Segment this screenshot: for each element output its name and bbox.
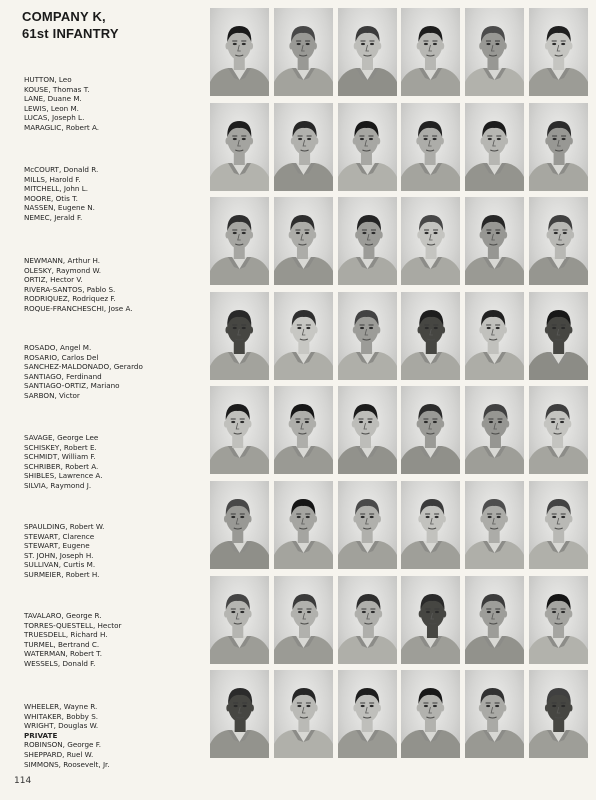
soldier-name: ROSADO, Angel M. (24, 343, 92, 352)
soldier-name: KOUSE, Thomas T. (24, 84, 90, 94)
soldier-name: McCOURT, Donald R. (24, 165, 99, 174)
soldier-portrait (401, 670, 460, 758)
soldier-portrait (274, 386, 333, 474)
soldier-name: SCHISKEY, Robert E. (24, 442, 97, 452)
soldier-name: TORRES-QUESTELL, Hector (24, 620, 122, 630)
name-group (24, 433, 103, 491)
page-title-line-2: 61st INFANTRY (22, 26, 119, 41)
soldier-name: SULLIVAN, Curtis M. (24, 560, 96, 570)
soldier-name: LEWIS, Leon M. (24, 103, 79, 113)
soldier-name: SIMMONS, Roosevelt, Jr. (24, 759, 110, 769)
soldier-name: ST. JOHN, Joseph H. (24, 550, 94, 560)
soldier-portrait (274, 670, 333, 758)
soldier-portrait (274, 481, 333, 569)
soldier-name: WHITAKER, Bobby S. (24, 711, 99, 721)
name-group (24, 165, 98, 223)
soldier-portrait (529, 103, 588, 191)
soldier-name: STEWART, Clarence (24, 531, 95, 541)
soldier-portrait (274, 292, 333, 380)
soldier-portrait (401, 8, 460, 96)
soldier-name: SCHRIBER, Robert A. (24, 461, 99, 471)
soldier-name: ORTIZ, Hector V. (24, 275, 83, 285)
soldier-name: SANCHEZ-MALDONADO, Gerardo (24, 362, 143, 372)
photo-row (210, 292, 588, 380)
soldier-portrait (210, 292, 269, 380)
soldier-portrait (465, 292, 524, 380)
soldier-name: NASSEN, Eugene N. (24, 203, 95, 213)
soldier-portrait (338, 481, 397, 569)
soldier-portrait (401, 292, 460, 380)
soldier-portrait (401, 197, 460, 285)
photo-row (210, 8, 588, 96)
soldier-name: MITCHELL, John L. (24, 184, 89, 194)
soldier-portrait (210, 576, 269, 664)
name-group (24, 522, 104, 580)
soldier-portrait (529, 481, 588, 569)
name-group (24, 256, 133, 314)
photo-row (210, 197, 588, 285)
soldier-portrait (465, 481, 524, 569)
soldier-portrait (465, 197, 524, 285)
soldier-name: SURMEIER, Robert H. (24, 569, 100, 579)
soldier-name: ROSARIO, Carlos Del (24, 352, 99, 362)
soldier-name: WHEELER, Wayne R. (24, 702, 98, 711)
soldier-portrait (401, 576, 460, 664)
photo-row (210, 386, 588, 474)
soldier-portrait (338, 197, 397, 285)
soldier-name: TAVALARO, George R. (24, 611, 102, 620)
soldier-name: ROQUE-FRANCHESCHI, Jose A. (24, 303, 133, 313)
soldier-name: ROBINSON, George F. (24, 740, 101, 750)
soldier-portrait (465, 103, 524, 191)
soldier-portrait (401, 103, 460, 191)
soldier-portrait (210, 197, 269, 285)
soldier-name: SANTIAGO-ORTIZ, Mariano (24, 381, 120, 391)
soldier-portrait (210, 103, 269, 191)
soldier-portrait (529, 292, 588, 380)
soldier-portrait (338, 576, 397, 664)
soldier-name: WATERMAN, Robert T. (24, 649, 102, 659)
soldier-portrait (338, 292, 397, 380)
soldier-portrait (338, 103, 397, 191)
name-group (24, 75, 99, 133)
soldier-portrait (274, 197, 333, 285)
page-number: 114 (14, 776, 32, 786)
soldier-portrait (210, 670, 269, 758)
soldier-name: NEMEC, Jerald F. (24, 212, 83, 222)
soldier-portrait (274, 576, 333, 664)
soldier-name: SPAULDING, Robert W. (24, 522, 105, 531)
soldier-name: MOORE, Otis T. (24, 193, 78, 203)
soldier-portrait (210, 8, 269, 96)
soldier-name: NEWMANN, Arthur H. (24, 256, 101, 265)
soldier-name: WESSELS, Donald F. (24, 658, 96, 668)
photo-row (210, 103, 588, 191)
soldier-portrait (529, 8, 588, 96)
soldier-name: SANTIAGO, Ferdinand (24, 371, 102, 381)
portrait-grid (210, 8, 588, 765)
soldier-portrait (401, 481, 460, 569)
soldier-portrait (465, 576, 524, 664)
soldier-name: HUTTON, Leo (24, 75, 72, 84)
photo-row (210, 481, 588, 569)
soldier-portrait (210, 386, 269, 474)
soldier-portrait (274, 8, 333, 96)
soldier-name: LUCAS, Joseph L. (24, 113, 85, 123)
soldier-portrait (465, 386, 524, 474)
soldier-portrait (338, 8, 397, 96)
soldier-name: SAVAGE, George Lee (24, 433, 99, 442)
name-group (24, 611, 121, 669)
soldier-name: STEWART, Eugene (24, 541, 90, 551)
rank-heading: PRIVATE (24, 730, 58, 740)
soldier-portrait (401, 386, 460, 474)
soldier-name: OLESKY, Raymond W. (24, 265, 102, 275)
soldier-portrait (529, 576, 588, 664)
soldier-portrait (210, 481, 269, 569)
name-group (24, 343, 143, 401)
soldier-portrait (465, 670, 524, 758)
soldier-name: SHEPPARD, Ruel W. (24, 749, 94, 759)
soldier-portrait (529, 197, 588, 285)
soldier-name: SCHMIDT, William F. (24, 452, 96, 462)
soldier-portrait (529, 386, 588, 474)
soldier-portrait (338, 670, 397, 758)
soldier-name: SHIBLES, Lawrence A. (24, 471, 103, 481)
photo-row (210, 576, 588, 664)
soldier-portrait (274, 103, 333, 191)
soldier-portrait (529, 670, 588, 758)
soldier-name: MARAGLIC, Robert A. (24, 122, 100, 132)
name-group (24, 702, 110, 769)
soldier-name: SILVIA, Raymond J. (24, 480, 92, 490)
soldier-name: MILLS, Harold F. (24, 174, 81, 184)
soldier-name: TURMEL, Bertrand C. (24, 639, 100, 649)
page-title-line-1: COMPANY K, (22, 9, 106, 24)
soldier-name: RODRIQUEZ, Rodriquez F. (24, 294, 116, 304)
soldier-name: SARBON, Victor (24, 390, 80, 400)
soldier-name: WRIGHT, Douglas W. (24, 721, 99, 731)
soldier-name: TRUESDELL, Richard H. (24, 630, 108, 640)
soldier-portrait (465, 8, 524, 96)
photo-row (210, 670, 588, 758)
soldier-portrait (338, 386, 397, 474)
soldier-name: RIVERA-SANTOS, Pablo S. (24, 284, 116, 294)
page-title (22, 8, 119, 42)
soldier-name: LANE, Duane M. (24, 94, 82, 104)
